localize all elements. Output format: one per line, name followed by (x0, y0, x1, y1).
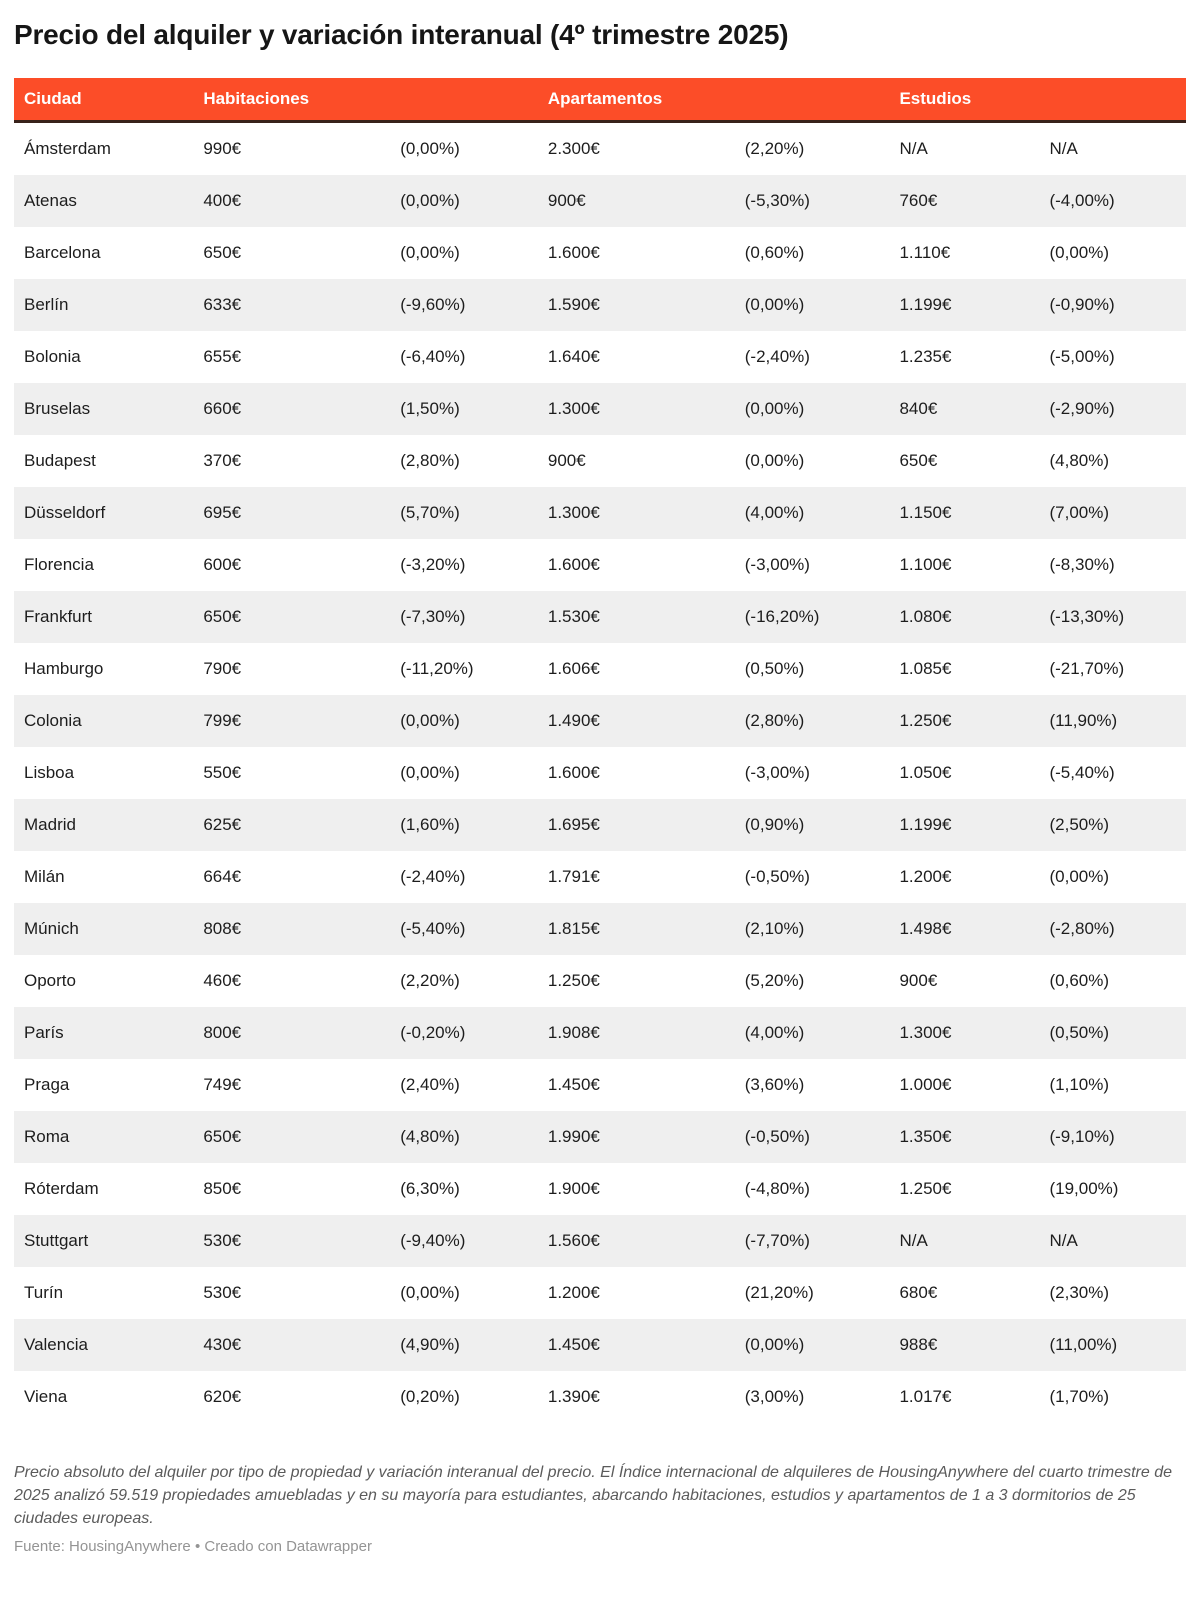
price-cell: 1.606€ (547, 658, 600, 678)
city-cell: Madrid (24, 814, 76, 834)
price-cell: 1.695€ (547, 814, 600, 834)
price-cell: N/A (899, 1230, 928, 1250)
price-cell: 1.390€ (547, 1386, 600, 1406)
variation-cell: N/A (1049, 138, 1078, 158)
city-cell: Budapest (24, 450, 96, 470)
price-cell: 620€ (203, 1386, 242, 1406)
price-cell: 633€ (203, 294, 242, 314)
variation-cell: (-2,40%) (744, 346, 810, 366)
variation-cell: (11,90%) (1049, 710, 1118, 730)
city-cell: Bolonia (24, 346, 81, 366)
price-cell: 790€ (203, 658, 242, 678)
variation-cell: (2,40%) (400, 1074, 460, 1094)
price-cell: 900€ (547, 450, 586, 470)
price-cell: 1.250€ (899, 1178, 952, 1198)
variation-cell: (4,90%) (400, 1334, 460, 1354)
variation-cell: (4,00%) (744, 1022, 805, 1042)
price-cell: 1.080€ (899, 606, 952, 626)
table-row (14, 383, 1186, 435)
city-cell: Barcelona (24, 242, 101, 262)
table-body (14, 121, 1186, 1423)
variation-cell: (6,30%) (400, 1178, 460, 1198)
price-cell: 530€ (203, 1230, 242, 1250)
variation-cell: (-5,00%) (1049, 346, 1115, 366)
variation-cell: (-9,40%) (400, 1230, 466, 1250)
table-row (14, 1163, 1186, 1215)
price-cell: 1.300€ (547, 398, 600, 418)
price-cell: 1.450€ (547, 1074, 600, 1094)
price-cell: 1.640€ (547, 346, 600, 366)
variation-cell: (4,00%) (744, 502, 805, 522)
variation-cell: (-7,70%) (744, 1230, 810, 1250)
price-cell: 1.450€ (547, 1334, 600, 1354)
price-cell: 1.300€ (547, 502, 600, 522)
price-cell: 650€ (203, 606, 242, 626)
price-cell: 1.000€ (899, 1074, 952, 1094)
variation-cell: (0,00%) (400, 762, 460, 782)
variation-cell: (-11,20%) (400, 658, 474, 678)
table-row (14, 1267, 1186, 1319)
price-cell: 799€ (203, 710, 242, 730)
variation-cell: (0,00%) (400, 710, 460, 730)
col-header-ciudad: Ciudad (14, 78, 193, 122)
variation-cell: (-2,80%) (1049, 918, 1115, 938)
variation-cell: (4,80%) (1049, 450, 1110, 470)
table-row (14, 695, 1186, 747)
price-cell: 1.350€ (899, 1126, 952, 1146)
city-cell: Valencia (24, 1334, 88, 1354)
variation-cell: (2,20%) (400, 970, 460, 990)
variation-cell: (-2,40%) (400, 866, 466, 886)
rent-price-table (14, 78, 1186, 1423)
variation-cell: (2,50%) (1049, 814, 1110, 834)
price-cell: 900€ (547, 190, 586, 210)
variation-cell: (-3,00%) (744, 762, 810, 782)
price-cell: 850€ (203, 1178, 242, 1198)
price-cell: N/A (899, 138, 928, 158)
table-row (14, 175, 1186, 227)
price-cell: 650€ (899, 450, 938, 470)
variation-cell: (-16,20%) (744, 606, 820, 626)
price-cell: 1.235€ (899, 346, 952, 366)
table-row (14, 799, 1186, 851)
table-row (14, 1111, 1186, 1163)
city-cell: Róterdam (24, 1178, 99, 1198)
table-row (14, 1371, 1186, 1423)
city-cell: Florencia (24, 554, 94, 574)
variation-cell: (0,60%) (1049, 970, 1110, 990)
price-cell: 650€ (203, 1126, 242, 1146)
price-cell: 460€ (203, 970, 242, 990)
table-row (14, 279, 1186, 331)
city-cell: Múnich (24, 918, 79, 938)
price-cell: 1.815€ (547, 918, 600, 938)
price-cell: 1.085€ (899, 658, 952, 678)
table-row (14, 1059, 1186, 1111)
table-header (14, 78, 1186, 122)
variation-cell: (-0,50%) (744, 866, 810, 886)
price-cell: 760€ (899, 190, 938, 210)
table-row (14, 591, 1186, 643)
table-row (14, 539, 1186, 591)
table-row (14, 487, 1186, 539)
variation-cell: (0,00%) (744, 398, 805, 418)
table-row (14, 955, 1186, 1007)
city-cell: Colonia (24, 710, 82, 730)
variation-cell: (2,30%) (1049, 1282, 1110, 1302)
city-cell: Turín (24, 1282, 64, 1302)
price-cell: 988€ (899, 1334, 938, 1354)
variation-cell: (1,70%) (1049, 1386, 1110, 1406)
table-row (14, 227, 1186, 279)
price-cell: 1.200€ (899, 866, 952, 886)
price-cell: 1.050€ (899, 762, 952, 782)
chart-note: Precio absoluto del alquiler por tipo de propiedad y variación interanual del precio. El Índice internacional de alquileres de HousingAnywhere del cuarto trimestre de 2025 analizó 59.519 propiedades amuebladas y en su mayoría para estudiantes, abarcando habitaciones, estudios y apartamentos de 1 a 3 dormitorios de 25 ciudades europeas. (14, 1463, 1173, 1527)
variation-cell: (2,80%) (744, 710, 805, 730)
city-cell: Ámsterdam (24, 138, 111, 158)
variation-cell: (-5,40%) (400, 918, 466, 938)
price-cell: 808€ (203, 918, 242, 938)
city-cell: Atenas (24, 190, 77, 210)
variation-cell: (0,90%) (744, 814, 805, 834)
price-cell: 625€ (203, 814, 242, 834)
price-cell: 430€ (203, 1334, 242, 1354)
variation-cell: (11,00%) (1049, 1334, 1118, 1354)
price-cell: 900€ (899, 970, 938, 990)
price-cell: 1.250€ (899, 710, 952, 730)
variation-cell: (-2,90%) (1049, 398, 1115, 418)
variation-cell: (5,70%) (400, 502, 460, 522)
price-cell: 1.199€ (899, 294, 952, 314)
variation-cell: (0,00%) (400, 138, 460, 158)
variation-cell: (21,20%) (744, 1282, 814, 1302)
variation-cell: (0,00%) (400, 242, 460, 262)
city-cell: Oporto (24, 970, 76, 990)
variation-cell: (0,00%) (1049, 866, 1110, 886)
variation-cell: (-6,40%) (400, 346, 466, 366)
price-cell: 530€ (203, 1282, 242, 1302)
table-row (14, 643, 1186, 695)
city-cell: Viena (24, 1386, 68, 1406)
price-cell: 2.300€ (547, 138, 600, 158)
variation-cell: (1,10%) (1049, 1074, 1110, 1094)
variation-cell: (-0,50%) (744, 1126, 810, 1146)
price-cell: 655€ (203, 346, 242, 366)
price-cell: 550€ (203, 762, 242, 782)
variation-cell: (19,00%) (1049, 1178, 1119, 1198)
price-cell: 1.530€ (547, 606, 600, 626)
table-row (14, 747, 1186, 799)
variation-cell: (3,00%) (744, 1386, 805, 1406)
city-cell: Stuttgart (24, 1230, 89, 1250)
variation-cell: (3,60%) (744, 1074, 805, 1094)
chart-title: Precio del alquiler y variación interanual (4º trimestre 2025) (14, 19, 789, 50)
price-cell: 1.560€ (547, 1230, 600, 1250)
variation-cell: (-9,60%) (400, 294, 466, 314)
price-cell: 400€ (203, 190, 242, 210)
price-cell: 1.990€ (547, 1126, 600, 1146)
price-cell: 749€ (203, 1074, 242, 1094)
price-cell: 1.490€ (547, 710, 600, 730)
variation-cell: (-0,90%) (1049, 294, 1115, 314)
price-cell: 1.300€ (899, 1022, 952, 1042)
price-cell: 695€ (203, 502, 242, 522)
variation-cell: (0,00%) (400, 1282, 460, 1302)
table-row (14, 331, 1186, 383)
city-cell: Düsseldorf (24, 502, 106, 522)
price-cell: 1.199€ (899, 814, 952, 834)
price-cell: 1.600€ (547, 554, 600, 574)
price-cell: 1.100€ (899, 554, 952, 574)
price-cell: 650€ (203, 242, 242, 262)
col-header-estudios: Estudios (889, 78, 1186, 122)
variation-cell: (2,10%) (744, 918, 805, 938)
price-cell: 990€ (203, 138, 242, 158)
price-cell: 1.498€ (899, 918, 952, 938)
price-cell: 1.900€ (547, 1178, 600, 1198)
variation-cell: (7,00%) (1049, 502, 1110, 522)
variation-cell: (1,50%) (400, 398, 460, 418)
variation-cell: (2,80%) (400, 450, 460, 470)
price-cell: 840€ (899, 398, 938, 418)
price-cell: 1.200€ (547, 1282, 600, 1302)
city-cell: París (24, 1022, 64, 1042)
variation-cell: (0,00%) (400, 190, 460, 210)
variation-cell: (-4,80%) (744, 1178, 810, 1198)
city-cell: Hamburgo (24, 658, 104, 678)
variation-cell: (5,20%) (744, 970, 805, 990)
variation-cell: (-4,00%) (1049, 190, 1115, 210)
price-cell: 664€ (203, 866, 242, 886)
variation-cell: (0,50%) (1049, 1022, 1110, 1042)
variation-cell: (0,60%) (744, 242, 805, 262)
price-cell: 600€ (203, 554, 242, 574)
price-cell: 1.150€ (899, 502, 952, 522)
price-cell: 1.908€ (547, 1022, 600, 1042)
variation-cell: (0,00%) (744, 294, 805, 314)
city-cell: Berlín (24, 294, 69, 314)
variation-cell: (0,00%) (744, 450, 805, 470)
variation-cell: (0,50%) (744, 658, 805, 678)
col-header-habitaciones: Habitaciones (193, 78, 538, 122)
table-row (14, 1007, 1186, 1059)
variation-cell: N/A (1049, 1230, 1078, 1250)
col-header-apartamentos: Apartamentos (538, 78, 890, 122)
variation-cell: (-9,10%) (1049, 1126, 1115, 1146)
variation-cell: (-7,30%) (400, 606, 466, 626)
price-cell: 1.017€ (899, 1386, 952, 1406)
price-cell: 660€ (203, 398, 242, 418)
price-cell: 1.590€ (547, 294, 600, 314)
variation-cell: (0,00%) (744, 1334, 805, 1354)
city-cell: Praga (24, 1074, 70, 1094)
chart-source: Fuente: HousingAnywhere • Creado con Datawrapper (14, 1538, 372, 1556)
variation-cell: (4,80%) (400, 1126, 460, 1146)
variation-cell: (1,60%) (400, 814, 460, 834)
city-cell: Frankfurt (24, 606, 93, 626)
variation-cell: (0,20%) (400, 1386, 460, 1406)
city-cell: Roma (24, 1126, 70, 1146)
price-cell: 800€ (203, 1022, 242, 1042)
variation-cell: (-21,70%) (1049, 658, 1125, 678)
city-cell: Milán (24, 866, 65, 886)
table-row (14, 903, 1186, 955)
variation-cell: (-5,40%) (1049, 762, 1115, 782)
variation-cell: (2,20%) (744, 138, 805, 158)
city-cell: Lisboa (24, 762, 75, 782)
table-row (14, 851, 1186, 903)
variation-cell: (-0,20%) (400, 1022, 466, 1042)
variation-cell: (-5,30%) (744, 190, 810, 210)
price-cell: 680€ (899, 1282, 938, 1302)
table-row (14, 121, 1186, 175)
variation-cell: (-8,30%) (1049, 554, 1115, 574)
price-cell: 1.250€ (547, 970, 600, 990)
variation-cell: (-13,30%) (1049, 606, 1125, 626)
price-cell: 1.600€ (547, 242, 600, 262)
table-row (14, 435, 1186, 487)
price-cell: 1.791€ (547, 866, 600, 886)
variation-cell: (-3,20%) (400, 554, 466, 574)
price-cell: 1.110€ (899, 242, 951, 262)
city-cell: Bruselas (24, 398, 91, 418)
variation-cell: (-3,00%) (744, 554, 810, 574)
table-row (14, 1319, 1186, 1371)
price-cell: 1.600€ (547, 762, 600, 782)
table-header-row (14, 78, 1186, 122)
variation-cell: (0,00%) (1049, 242, 1110, 262)
price-cell: 370€ (203, 450, 242, 470)
table-row (14, 1215, 1186, 1267)
